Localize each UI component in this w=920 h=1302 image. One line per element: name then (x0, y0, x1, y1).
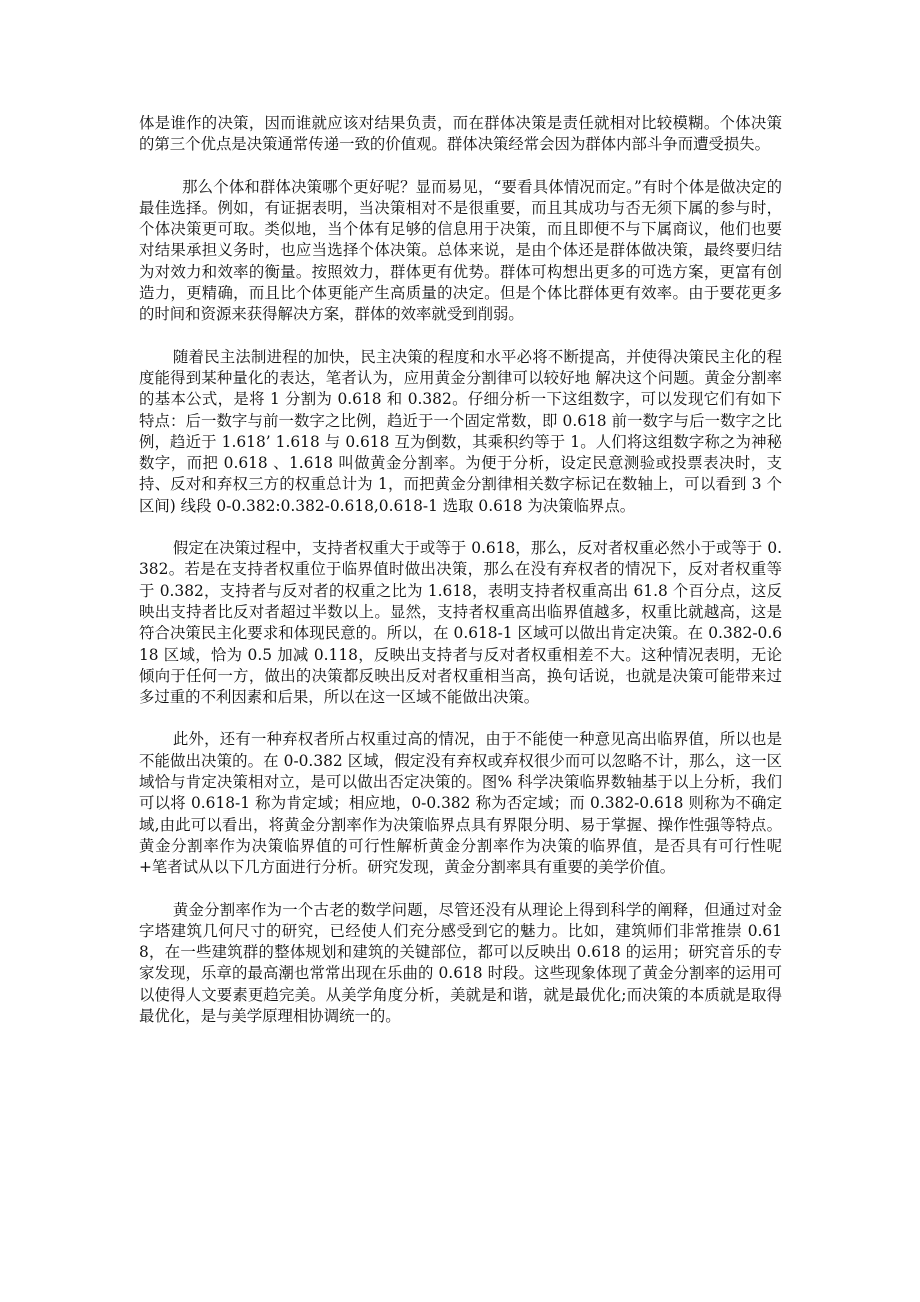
paragraph-golden-ratio-intro: 随着民主法制进程的加快，民主决策的程度和水平必将不断提高，并使得决策民主化的程度能得到某种量化的表达，笔者认为，应用黄金分割律可以较好地 解决这个问题。黄金分割率的基本公式，是将 1 分割为 0.618 和 0.382。仔细分析一下这组数字，可以发现它们有如下特点：后一数字与前一数字之比例，趋近于一个固定常数，即 0.618 前一数字与后一数字之比例，趋近于 1.618’ 1.618 与 0.618 互为倒数，其乘积约等于 1。人们将这组数字称之为神秘数字，而把 0.618 、1.618 叫做黄金分割率。为便于分析，设定民意测验或投票表决时，支持、反对和弃权三方的权重总计为 1，而把黄金分割律相关数字标记在数轴上，可以看到 3 个区间) 线段 0-0.382:0.382-0.618,0.618-1 选取 0.618 为决策临界点。 (139, 347, 782, 515)
document-page (139, 113, 782, 1027)
paragraph-spacer (139, 326, 782, 347)
paragraph-aesthetic-value: 黄金分割率作为一个古老的数学问题，尽管还没有从理论上得到科学的阐释，但通过对金字塔建筑几何尺寸的研究，已经使人们充分感受到它的魅力。比如，建筑师们非常推崇 0.618，在一些建筑群的整体规划和建筑的关键部位，都可以反映出 0.618 的运用；研究音乐的专家发现，乐章的最高潮也常常出现在乐曲的 0.618 时段。这些现象体现了黄金分割率的运用可以使得人文要素更趋完美。从美学角度分析，美就是和谐，就是最优化;而决策的本质就是取得最优化，是与美学原理相协调统一的。 (139, 900, 782, 1025)
paragraph-spacer (139, 879, 782, 900)
paragraph-spacer (139, 708, 782, 729)
paragraph-continued-text: 体是谁作的决策，因而谁就应该对结果负责，而在群体决策是责任就相对比较模糊。个体决策的第三个优点是决策通常传递一致的价值观。群体决策经常会因为群体内部斗争而遭受损失。 (139, 114, 782, 154)
paragraph-spacer (139, 156, 782, 177)
paragraph-individual-vs-group: 那么个体和群体决策哪个更好呢？显而易见，“要看具体情况而定。”有时个体是做决定的最佳选择。例如，有证据表明，当决策相对不是很重要，而且其成功与否无须下属的参与时，个体决策更可取。类似地，当个体有足够的信息用于决策，而且即便不与下属商议，他们也要对结果承担义务时，也应当选择个体决策。总体来说，是由个体还是群体做决策，最终要归结为对效力和效率的衡量。按照效力，群体更有优势。群体可构想出更多的可选方案，更富有创造力，更精确，而且比个体更能产生高质量的决定。但是个体比群体更有效率。由于要花更多的时间和资源来获得解决方案，群体的效率就受到削弱。 (139, 177, 782, 324)
paragraph-supporter-weight: 假定在决策过程中，支持者权重大于或等于 0.618，那么，反对者权重必然小于或等于 0.382。若是在支持者权重位于临界值时做出决策，那么在没有弃权者的情况下，反对者权重等于 0.382，支持者与反对者的权重之比为 1.618，表明支持者权重高出 61.8 个百分点，这反映出支持者比反对者超过半数以上。显然，支持者权重高出临界值越多，权重比就越高，这是符合决策民主化要求和体现民意的。所以，在 0.618-1 区域可以做出肯定决策。在 0.382-0.618 区域，恰为 0.5 加减 0.118，反映出支持者与反对者权重相差不大。这种情况表明，无论倾向于任何一方，做出的决策都反映出反对者权重相当高，换句话说，也就是决策可能带来过多过重的不利因素和后果，所以在这一区域不能做出决策。 (139, 539, 782, 707)
paragraph-abstention-case: 此外，还有一种弃权者所占权重过高的情况，由于不能使一种意见高出临界值，所以也是不能做出决策的。在 0-0.382 区域，假定没有弃权或弃权很少而可以忽略不计，那么，这一区域恰与肯定决策相对立，是可以做出否定决策的。图% 科学决策临界数轴基于以上分析，我们可以将 0.618-1 称为肯定域；相应地，0-0.382 称为否定域；而 0.382-0.618 则称为不确定域,由此可以看出，将黄金分割率作为决策临界点具有界限分明、易于掌握、操作性强等特点。黄金分割率作为决策临界值的可行性解析黄金分割率作为决策的临界值，是否具有可行性呢+笔者试从以下几方面进行分析。研究发现，黄金分割率具有重要的美学价值。 (139, 730, 782, 877)
paragraph-spacer (139, 517, 782, 538)
